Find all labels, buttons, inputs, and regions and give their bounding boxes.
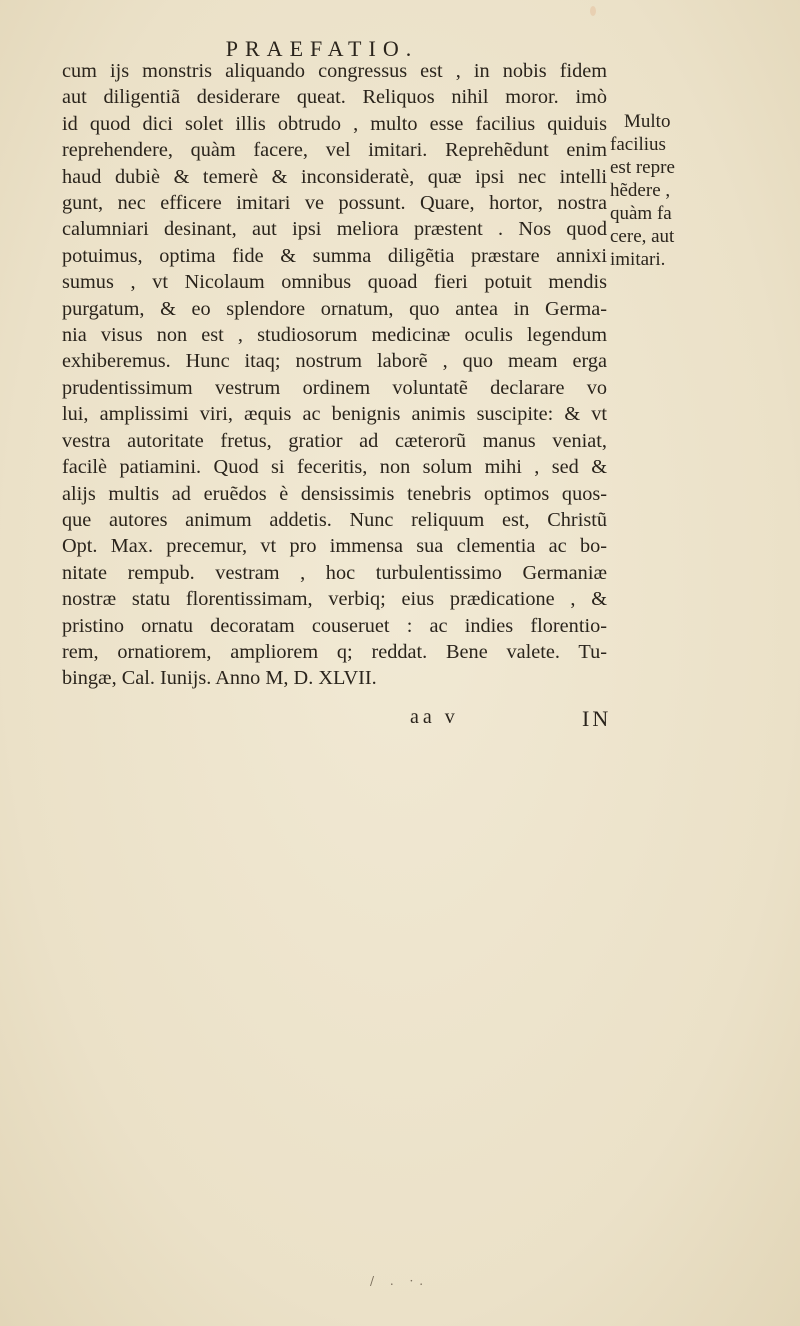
text-line: rem, ornatiorem, ampliorem q; reddat. Bene valete. Tu- bbox=[62, 640, 607, 663]
running-title: PRAEFATIO. bbox=[225, 36, 419, 61]
text-line: gunt, nec efficere imitari ve possunt. Quare, hortor, nostra bbox=[62, 192, 607, 215]
margin-note-line: cere, aut bbox=[610, 226, 675, 247]
text-line: alijs multis ad eruẽdos è densissimis tenebris optimos quos- bbox=[62, 482, 607, 505]
text-line: Opt. Max. precemur, vt pro immensa sua clementia ac bo- bbox=[62, 535, 607, 558]
text-line: id quod dici solet illis obtrudo , multo esse facilius quiduis bbox=[62, 112, 607, 135]
marginal-note bbox=[610, 110, 700, 271]
signature-mark: aa v bbox=[410, 706, 459, 728]
margin-note-line: quàm fa bbox=[610, 203, 672, 224]
text-line: facilè patiamini. Quod si feceritis, non solum mihi , sed & bbox=[62, 456, 607, 479]
text-line: reprehendere, quàm facere, vel imitari. Reprehẽdunt enim bbox=[62, 139, 607, 162]
ink-spot bbox=[590, 6, 596, 16]
margin-note-line: imitari. bbox=[610, 249, 666, 270]
catchword-line bbox=[410, 706, 612, 731]
margin-note-line: est repre bbox=[610, 157, 675, 178]
text-line: pristino ornatu decoratam couseruet : ac indies florentio- bbox=[62, 614, 607, 637]
text-line: cum ijs monstris aliquando congressus est , in nobis fidem bbox=[62, 60, 607, 82]
text-line: calumniari desinant, aut ipsi meliora præstent . Nos quod bbox=[62, 218, 607, 241]
text-line: nitate rempub. vestram , hoc turbulentissimo Germaniæ bbox=[62, 561, 607, 584]
text-line: nostræ statu florentissimam, verbiq; eius prædicatione , & bbox=[62, 588, 607, 611]
margin-note-line: facilius bbox=[610, 134, 666, 155]
text-line: aut diligentiã desiderare queat. Reliquos nihil moror. imò bbox=[62, 86, 607, 109]
text-line: potuimus, optima fide & summa diligẽtia præstare annixi bbox=[62, 244, 607, 267]
text-line: lui, amplissimi viri, æquis ac benignis animis suscipite: & vt bbox=[62, 403, 607, 426]
text-line: sumus , vt Nicolaum omnibus quoad fieri potuit mendis bbox=[62, 271, 607, 294]
margin-note-line: Multo bbox=[624, 111, 671, 132]
text-line: vestra autoritate fretus, gratior ad cæterorũ manus veniat, bbox=[62, 429, 607, 452]
margin-note-line: hẽdere , bbox=[610, 180, 671, 201]
text-line: exhiberemus. Hunc itaq; nostrum laborẽ , quo meam erga bbox=[62, 350, 607, 373]
body-text bbox=[62, 58, 607, 692]
text-line: nia visus non est , studiosorum medicinæ oculis legendum bbox=[62, 324, 607, 347]
text-line: bingæ, Cal. Iunijs. Anno M, D. XLVII. bbox=[62, 667, 377, 690]
pencil-scribble: / . ·. bbox=[370, 1274, 430, 1288]
text-line: purgatum, & eo splendore ornatum, quo antea in Germa- bbox=[62, 297, 607, 320]
text-line: que autores animum addetis. Nunc reliquum est, Christũ bbox=[62, 508, 607, 531]
catchword: IN bbox=[582, 706, 612, 731]
text-line: haud dubiè & temerè & inconsideratè, quæ ipsi nec intelli bbox=[62, 165, 607, 188]
text-line: prudentissimum vestrum ordinem voluntatẽ declarare vo bbox=[62, 376, 607, 399]
